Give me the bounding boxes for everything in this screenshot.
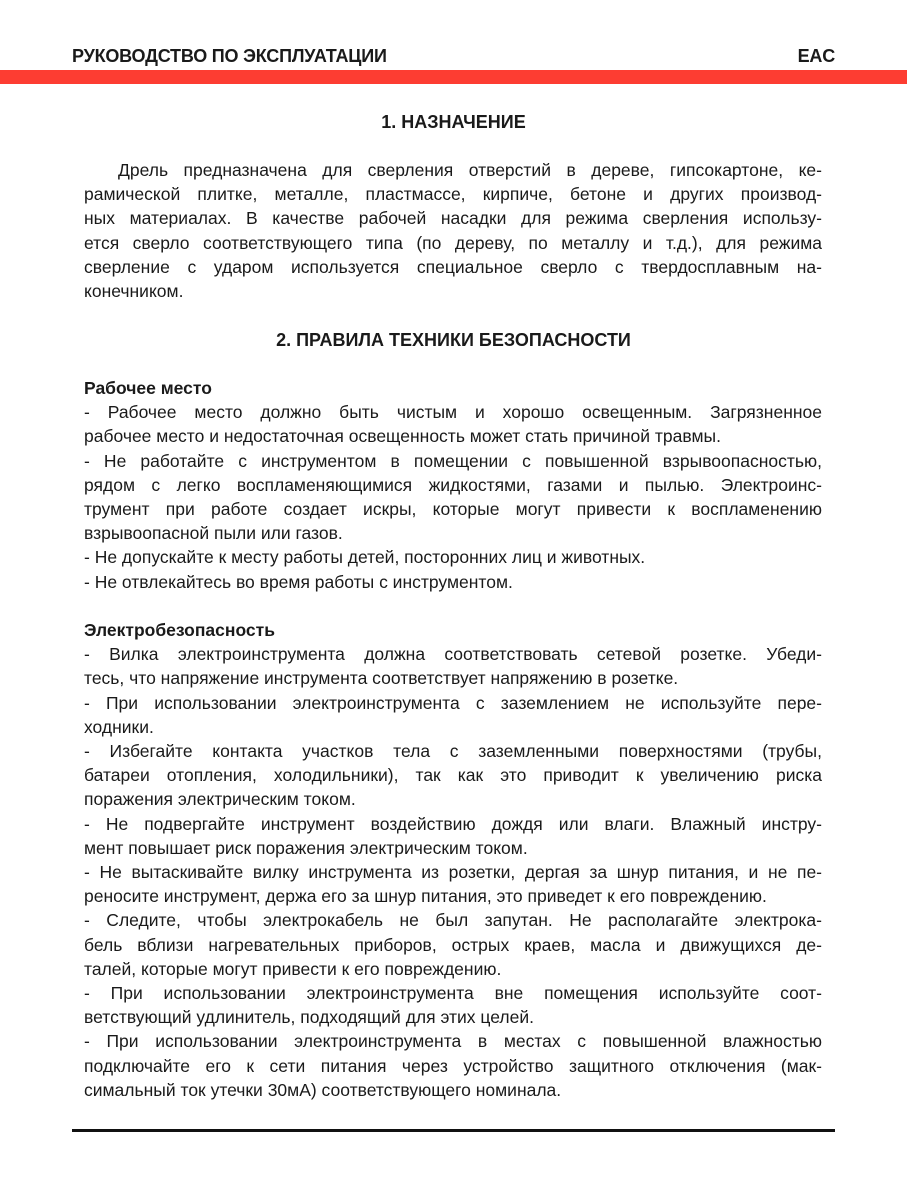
text-line: бель вблизи нагревательных приборов, острых краев, масла и движущихся де- [84, 934, 822, 955]
text-line: подключайте его к сети питания через устройство защитного отключения (мак- [84, 1055, 822, 1076]
text-line: - Следите, чтобы электрокабель не был запутан. Не располагайте электрока- [84, 910, 822, 931]
paragraph [84, 691, 822, 739]
paragraph [84, 449, 822, 546]
paragraph [84, 812, 822, 860]
electrical-safety-heading: Электробезопасность [84, 620, 275, 640]
text-line: тесь, что напряжение инструмента соответствует напряжению в розетке. [84, 668, 679, 689]
text-line: батареи отопления, холодильники), так как это приводит к увеличению риска [84, 765, 822, 786]
text-line: - При использовании электроинструмента в местах с повышенной влажностью [84, 1031, 822, 1052]
text-line: - Не вытаскивайте вилку инструмента из розетки, дергая за шнур питания, и не пе- [84, 862, 822, 883]
workplace-heading: Рабочее место [84, 378, 212, 398]
paragraph [84, 739, 822, 812]
paragraph [84, 860, 822, 908]
text-line: сверление с ударом используется специальное сверло с твердосплавным на- [84, 256, 822, 277]
text-line: рядом с легко воспламеняющимися жидкостями, газами и пылью. Электроинс- [84, 474, 822, 495]
text-line: рамической плитке, металле, пластмассе, кирпиче, бетоне и других производ- [84, 184, 822, 205]
text-line: Дрель предназначена для сверления отверстий в дереве, гипсокартоне, ке- [118, 160, 822, 180]
text-line: талей, которые могут привести к его повреждению. [84, 958, 502, 979]
electrical-safety-section [84, 618, 822, 1102]
paragraph [84, 545, 822, 569]
paragraph [84, 158, 822, 303]
text-line: реносите инструмент, держа его за шнур питания, это приведет к его повреждению. [84, 886, 767, 907]
text-line: ных материалах. В качестве рабочей насадки для режима сверления использу- [84, 208, 822, 229]
text-line: - Не работайте с инструментом в помещении с повышенной взрывоопасностью, [84, 450, 822, 471]
text-line: - При использовании электроинструмента с заземлением не используйте пере- [84, 692, 822, 713]
text-line: рабочее место и недостаточная освещенность может стать причиной травмы. [84, 426, 721, 447]
text-line: - Избегайте контакта участков тела с заземленными поверхностями (трубы, [84, 741, 822, 762]
text-line: - Не допускайте к месту работы детей, посторонних лиц и животных. [84, 547, 646, 568]
paragraph [84, 570, 822, 594]
text-line: конечником. [84, 281, 184, 302]
text-line: - Вилка электроинструмента должна соответствовать сетевой розетке. Убеди- [84, 644, 822, 665]
workplace-body [84, 400, 822, 594]
text-line: - Не подвергайте инструмент воздействию дождя или влаги. Влажный инстру- [84, 813, 822, 834]
footer-rule [72, 1129, 835, 1132]
text-line: ветствующий удлинитель, подходящий для этих целей. [84, 1007, 534, 1028]
electrical-safety-body [84, 642, 822, 1102]
workplace-section [84, 376, 822, 594]
text-line: симальный ток утечки 30мА) соответствующего номинала. [84, 1079, 562, 1100]
text-line: - Рабочее место должно быть чистым и хорошо освещенным. Загрязненное [84, 402, 822, 423]
header-accent-bar [0, 70, 907, 84]
text-line: взрывоопасной пыли или газов. [84, 523, 343, 544]
text-line: ходники. [84, 716, 154, 737]
text-line: мент повышает риск поражения электрическим током. [84, 837, 528, 858]
document-header-title: РУКОВОДСТВО ПО ЭКСПЛУАТАЦИИ [72, 46, 387, 66]
text-line: ется сверло соответствующего типа (по дереву, по металлу и т.д.), для режима [84, 232, 822, 253]
paragraph [84, 400, 822, 448]
text-line: трумент при работе создает искры, которые могут привести к воспламенению [84, 499, 822, 520]
section-1-title: 1. НАЗНАЧЕНИЕ [381, 112, 526, 132]
paragraph [84, 981, 822, 1029]
paragraph [84, 1029, 822, 1102]
text-line: поражения электрическим током. [84, 789, 356, 810]
section-2-title: 2. ПРАВИЛА ТЕХНИКИ БЕЗОПАСНОСТИ [276, 330, 631, 350]
paragraph [84, 642, 822, 690]
text-line: - При использовании электроинструмента вне помещения используйте соот- [84, 983, 822, 1004]
text-line: - Не отвлекайтесь во время работы с инструментом. [84, 571, 513, 592]
section-1-body [84, 158, 822, 303]
paragraph [84, 908, 822, 981]
eac-mark: EAC [797, 46, 835, 66]
